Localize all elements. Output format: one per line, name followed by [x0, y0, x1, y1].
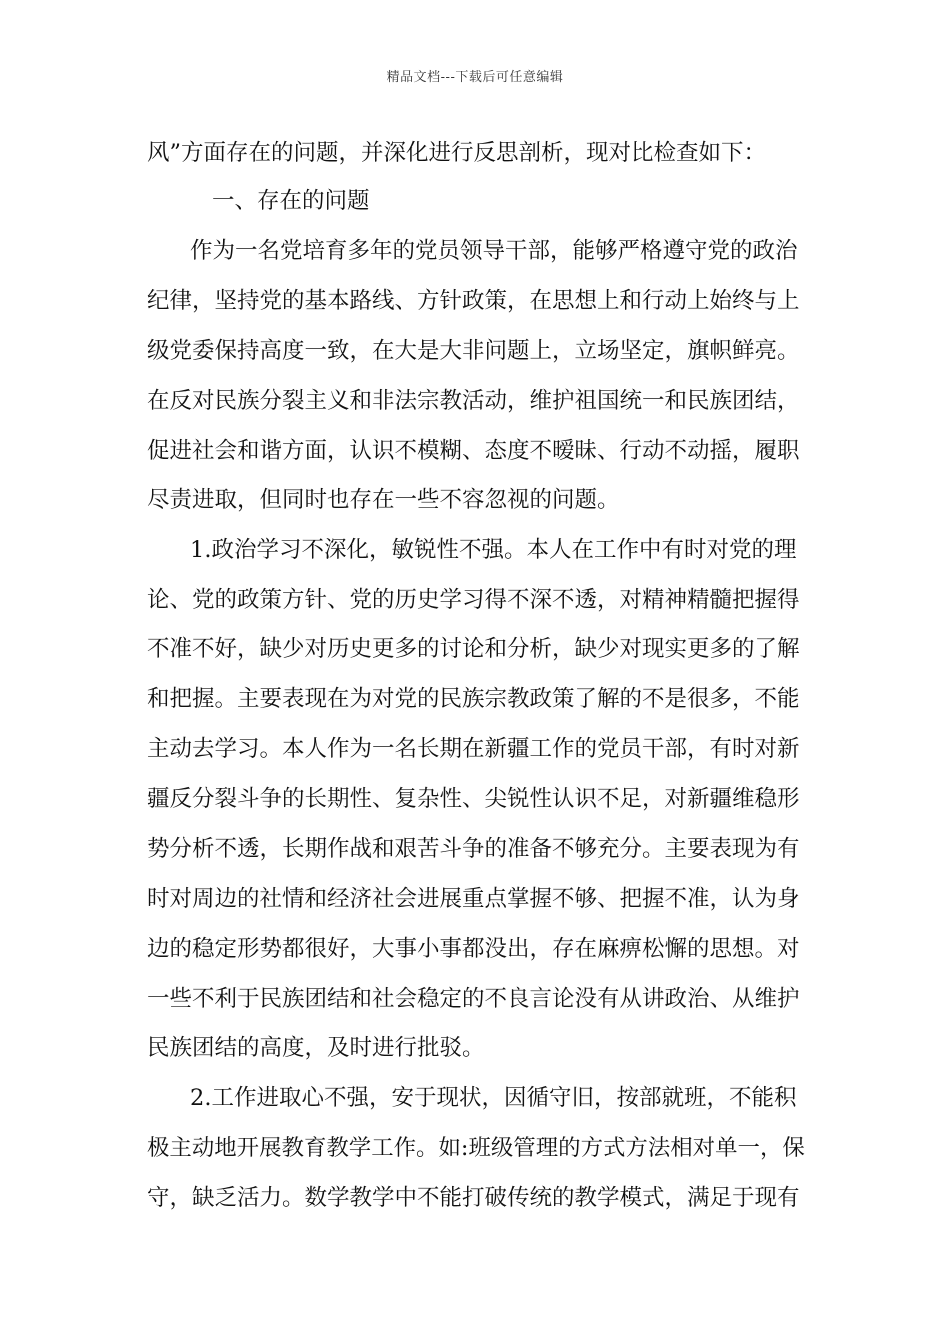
text-line: 2.工作进取心不强，安于现状，因循守旧，按部就班，不能积: [190, 1085, 797, 1111]
text-line: 主动去学习。本人作为一名长期在新疆工作的党员干部，有时对新: [147, 736, 800, 762]
text-line: 1.政治学习不深化，敏锐性不强。本人在工作中有时对党的理: [190, 537, 797, 563]
text-line: 边的稳定形势都很好，大事小事都没出，存在麻痹松懈的思想。对: [147, 936, 800, 962]
text-line: 纪律，坚持党的基本路线、方针政策，在思想上和行动上始终与上: [147, 288, 800, 314]
text-line: 和把握。主要表现在为对党的民族宗教政策了解的不是很多，不能: [147, 686, 800, 712]
page-header: 精品文档---下载后可任意编辑: [386, 70, 564, 85]
text-line: 尽责进取，但同时也存在一些不容忽视的问题。: [147, 487, 620, 513]
text-line: 促进社会和谐方面，认识不模糊、态度不暧昧、行动不动摇，履职: [147, 438, 800, 464]
text-line: 级党委保持高度一致，在大是大非问题上，立场坚定，旗帜鲜亮。: [147, 338, 800, 364]
text-line: 论、党的政策方针、党的历史学习得不深不透，对精神精髓把握得: [147, 587, 800, 613]
text-line: 在反对民族分裂主义和非法宗教活动，维护祖国统一和民族团结，: [147, 388, 800, 414]
text-line: 作为一名党培育多年的党员领导干部，能够严格遵守党的政治: [190, 238, 798, 264]
text-line: 守，缺乏活力。数学教学中不能打破传统的教学模式，满足于现有: [147, 1185, 800, 1211]
text-line: 疆反分裂斗争的长期性、复杂性、尖锐性认识不足，对新疆维稳形: [147, 786, 800, 812]
text-line: 势分析不透，长期作战和艰苦斗争的准备不够充分。主要表现为有: [147, 836, 800, 862]
section-heading: 一、存在的问题: [212, 188, 370, 214]
text-line: 极主动地开展教育教学工作。如:班级管理的方式方法相对单一，保: [147, 1135, 805, 1161]
text-line: 民族团结的高度，及时进行批驳。: [147, 1035, 485, 1061]
text-line: 不准不好，缺少对历史更多的讨论和分析，缺少对现实更多的了解: [147, 636, 800, 662]
text-line: 时对周边的社情和经济社会进展重点掌握不够、把握不准，认为身: [147, 886, 800, 912]
text-line: 风”方面存在的问题，并深化进行反思剖析，现对比检查如下：: [147, 140, 767, 166]
text-line: 一些不利于民族团结和社会稳定的不良言论没有从讲政治、从维护: [147, 986, 800, 1012]
